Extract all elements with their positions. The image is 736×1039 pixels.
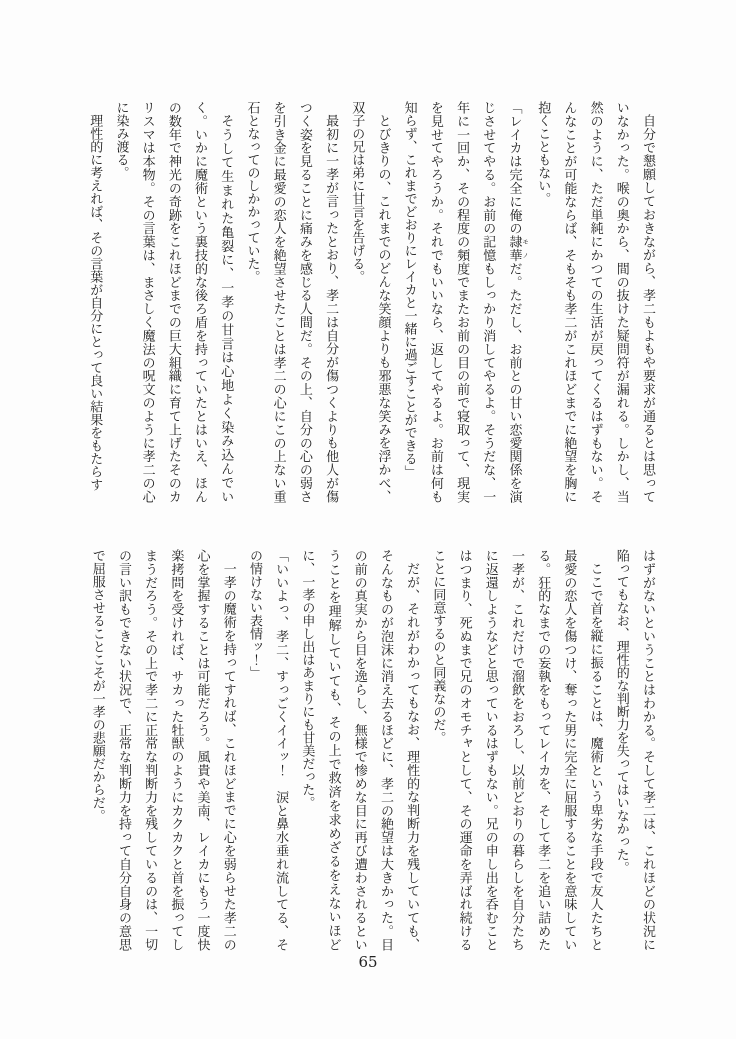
paragraph: だが、それがわかってもなお、理性的な判断力を残していても、そんなものが泡沫に消え去るほどに、孝二の絶望は大きかった。目の前の真実から目を逸らし、無様で惨めな目に再び遭わされるということを理解していても、その上で救済を求めざるをえないほどに、一孝の申し出はあまりにも甘美だった。 [299, 549, 420, 951]
paragraph: 最初に一孝が言ったとおり、孝二は自分が傷つくよりも他人が傷つく姿を見ることに痛みを感じる人間だ。その上、自分の心の弱さを引き金に最愛の恋人を絶望させたことは孝二の心にこの上ない重石となってのしかかっていた。 [244, 101, 339, 503]
paragraph: とびきりの、これまでのどんな笑顔よりも邪悪な笑みを浮かべ、双子の兄は弟に甘言を告げる。 [349, 101, 391, 503]
ruby-annotated-word: 隷華 モノ [506, 235, 529, 262]
paragraph: 「いいよっ、孝二、すっごくイイッ！ 涙と鼻水垂れ流してる、その情けない表情ッ！」 [246, 549, 289, 951]
paragraph: 理性的に考えれば、その言葉が自分にとって良い結果をもたらす [87, 114, 103, 491]
paragraph: そうして生まれた亀裂に、一孝の甘言は心地よく染み込んでいく。いかに魔術という裏技的な後ろ盾を持っていたとはいえ、ほんの数年で神光の奇跡をこれほどまでの巨大組織に育て上げたそのカリスマは本物。その言葉は、まさしく魔法の呪文のように孝二の心に染み渡る。 [113, 101, 234, 503]
paragraph: 「レイカは完全に俺の隷華 モノだ。ただし、お前との甘い恋愛関係を演じさせてやる。お前の記憶もしっかり消してやるよ。そうだな、一年に一回か、その程度の頻度でまたお前の目の前で寝取って、現実を見せてやろうか。それでもいいなら、返してやるよ。お前は何も知らず、これまでどおりにレイカと一緒に過ごすことができる」 [401, 101, 529, 504]
paragraph: 一孝の魔術を持ってすれば、これほどまでに心を弱らせた孝二の心を掌握することは可能だろう。風貴や美南、レイカにもう一度快楽拷問を受ければ、サカった牡獣のようにカクカクと首を振ってしまうだろう。その上で孝二に正常な判断力を残しているのは、一切の言い訳もできない状況で、正常な判断力を持って自分自身の意思で屈服させることこそが一孝の悲願だからだ。 [89, 549, 236, 951]
text-block-bottom [80, 549, 660, 951]
paragraph: 自分で懇願しておきながら、孝二もよもや要求が通るとは思っていなかった。喉の奥から、間の抜けた疑問符が漏れる。しかし、当然のように、ただ単純にかつての生活が戻ってくるはずもない。そんなことが可能ならば、そもそも孝二がこれほどまでに絶望を胸に抱くこともない。 [535, 101, 655, 503]
paragraph: はずがないということはわかる。そして孝二は、これほどの状況に陥ってもなお、理性的な判断力を失ってはいなかった。 [613, 549, 655, 951]
page-number: 65 [358, 953, 378, 971]
text-block-top [80, 101, 660, 503]
paragraph: ここで首を縦に振ることは、魔術という卑劣な手段で友人たちと最愛の恋人を傷つけ、奪った男に完全に屈服することを意味している。狂的なまでの妄執をもってレイカを、そして孝二を追い詰めた一孝が、これだけで溜飲をおろし、以前どおりの暮らしを自分たちに返還しようなどと思っているはずもない。兄の申し出を呑むことはつまり、死ぬまで兄のオモチャとして、その運命を弄ばれ続けることに同意するのと同義なのだ。 [430, 549, 603, 951]
